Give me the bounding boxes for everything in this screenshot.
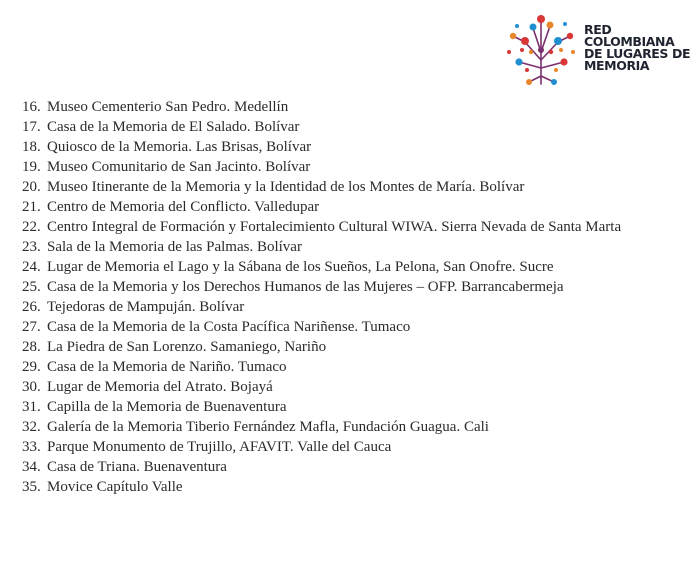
list-item: [22, 437, 682, 457]
item-text: Parque Monumento de Trujillo, AFAVIT. Valle del Cauca: [47, 439, 392, 455]
item-number: 18.: [22, 139, 41, 155]
logo: [503, 12, 693, 88]
item-number: 34.: [22, 459, 41, 475]
item-text: Quiosco de la Memoria. Las Brisas, Bolívar: [47, 139, 312, 155]
item-text: Casa de la Memoria de Nariño. Tumaco: [47, 359, 287, 375]
item-number: 31.: [22, 399, 41, 415]
item-number: 28.: [22, 339, 41, 355]
logo-wordmark: [584, 24, 690, 72]
item-text: Capilla de la Memoria de Buenaventura: [47, 399, 287, 415]
item-number: 17.: [22, 119, 41, 135]
list-item: [22, 137, 682, 157]
item-number: 23.: [22, 239, 41, 255]
list-item: [22, 157, 682, 177]
logo-line-3: DE LUGARES DE: [584, 46, 691, 61]
item-text: Casa de la Memoria de la Costa Pacífica Nariñense. Tumaco: [47, 319, 411, 335]
item-number: 27.: [22, 319, 41, 335]
item-text: Galería de la Memoria Tiberio Fernández Mafla, Fundación Guagua. Cali: [47, 419, 489, 435]
item-text: Centro de Memoria del Conflicto. Valledupar: [47, 199, 320, 215]
list-item: [22, 117, 682, 137]
item-text: Museo Itinerante de la Memoria y la Identidad de los Montes de María. Bolívar: [47, 179, 525, 195]
list-item: [22, 417, 682, 437]
item-number: 35.: [22, 479, 41, 495]
item-number: 16.: [22, 99, 41, 115]
item-text: Sala de la Memoria de las Palmas. Bolívar: [47, 239, 302, 255]
logo-line-1: RED: [584, 22, 612, 37]
item-text: Tejedoras de Mampuján. Bolívar: [47, 299, 245, 315]
item-number: 19.: [22, 159, 41, 175]
memory-places-list: [22, 97, 682, 497]
item-number: 25.: [22, 279, 41, 295]
item-number: 30.: [22, 379, 41, 395]
tree-logo-icon: [503, 12, 579, 88]
list-item: [22, 337, 682, 357]
item-text: Centro Integral de Formación y Fortalecimiento Cultural WIWA. Sierra Nevada de Santa Marta: [47, 219, 622, 235]
item-text: Lugar de Memoria del Atrato. Bojayá: [47, 379, 273, 395]
item-number: 20.: [22, 179, 41, 195]
list-item: [22, 97, 682, 117]
item-text: Casa de Triana. Buenaventura: [47, 459, 227, 475]
item-text: Lugar de Memoria el Lago y la Sábana de los Sueños, La Pelona, San Onofre. Sucre: [47, 259, 554, 275]
item-text: Casa de la Memoria de El Salado. Bolívar: [47, 119, 300, 135]
list-item: [22, 237, 682, 257]
logo-line-2: COLOMBIANA: [584, 34, 675, 49]
list-item: [22, 197, 682, 217]
list-item: [22, 357, 682, 377]
item-number: 33.: [22, 439, 41, 455]
list-item: [22, 397, 682, 417]
item-text: La Piedra de San Lorenzo. Samaniego, Nariño: [47, 339, 327, 355]
logo-line-4: MEMORIA: [584, 58, 650, 73]
item-text: Museo Comunitario de San Jacinto. Bolívar: [47, 159, 311, 175]
item-number: 24.: [22, 259, 41, 275]
list-item: [22, 477, 682, 497]
item-text: Museo Cementerio San Pedro. Medellín: [47, 99, 289, 115]
list-item: [22, 277, 682, 297]
list-item: [22, 457, 682, 477]
item-number: 32.: [22, 419, 41, 435]
list-item: [22, 177, 682, 197]
item-number: 21.: [22, 199, 41, 215]
item-number: 22.: [22, 219, 41, 235]
item-text: Movice Capítulo Valle: [47, 479, 183, 495]
list-item: [22, 297, 682, 317]
item-number: 26.: [22, 299, 41, 315]
list-item: [22, 217, 682, 237]
item-text: Casa de la Memoria y los Derechos Humanos de las Mujeres – OFP. Barrancabermeja: [47, 279, 564, 295]
list-item: [22, 257, 682, 277]
list-item: [22, 317, 682, 337]
list-item: [22, 377, 682, 397]
item-number: 29.: [22, 359, 41, 375]
